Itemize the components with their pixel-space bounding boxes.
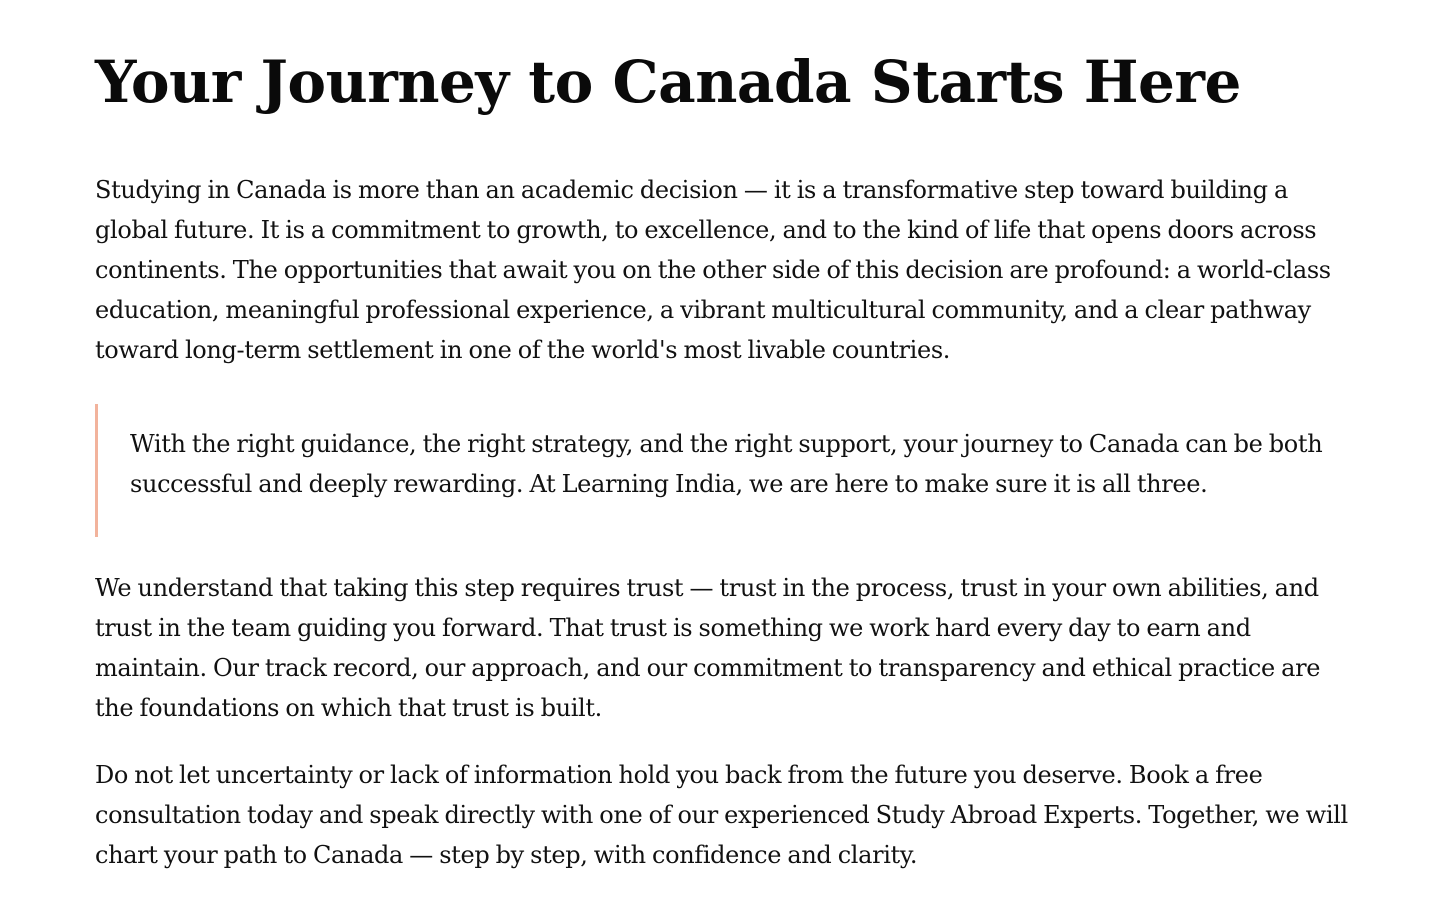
quote-text: With the right guidance, the right strategy, and the right support, your journey to Canada can be both successful and deeply rewarding. At Learning India, we are here to make sure it is all three. [130, 430, 1323, 498]
intro-paragraph: Studying in Canada is more than an academic decision — it is a transformative step toward building a global future. It is a commitment to growth, to excellence, and to the kind of life that opens doors across continents. The opportunities that await you on the other side of this decision are profound: a world-class education, meaningful professional experience, a vibrant multicultural community, and a clear pathway toward long-term settlement in one of the world's most livable countries. [95, 176, 1331, 364]
consultation-paragraph: Do not let uncertainty or lack of information hold you back from the future you deserve. Book a free consultation today and speak directly with one of our experienced Study Abroad Experts. Together, we will chart your path to Canada — step by step, with confidence and clarity. [95, 761, 1348, 869]
page-title: Your Journey to Canada Starts Here [95, 48, 1241, 116]
trust-paragraph: We understand that taking this step requires trust — trust in the process, trust in your own abilities, and trust in the team guiding you forward. That trust is something we work hard every day to earn and maintain. Our track record, our approach, and our commitment to transparency and ethical practice are the foundations on which that trust is built. [95, 574, 1321, 722]
article [95, 0, 1350, 875]
highlight-quote [95, 404, 1350, 537]
